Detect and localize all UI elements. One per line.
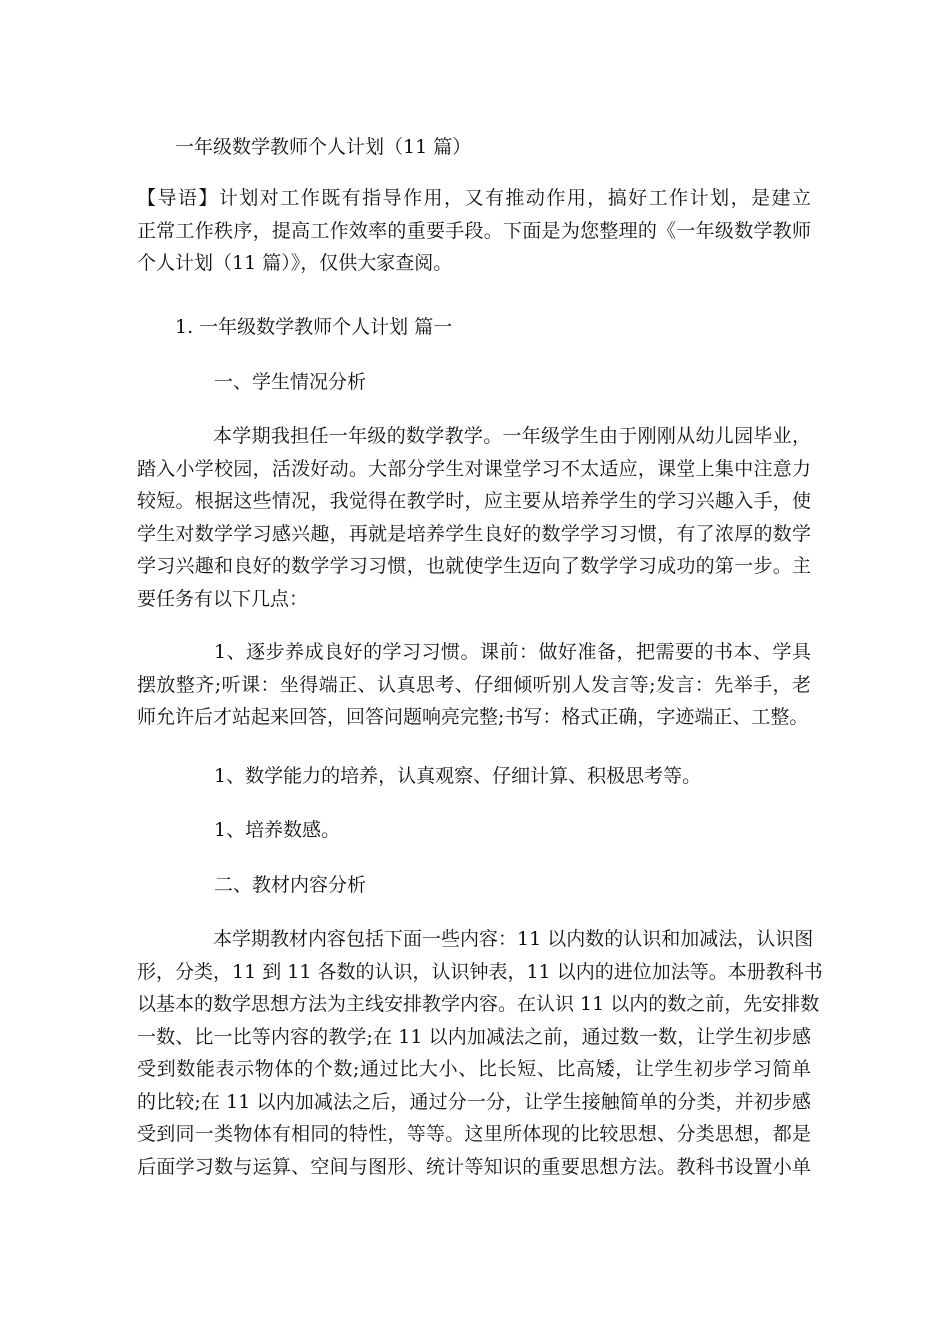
list-item-number-sense: 1、培养数感。 bbox=[214, 819, 341, 841]
paragraph-line: 踏入小学校园，活泼好动。大部分学生对课堂学习不太适应，课堂上集中注意力 bbox=[137, 457, 811, 480]
paragraph-line: 一数、比一比等内容的教学;在 11 以内加减法之前，通过数一数，让学生初步感 bbox=[137, 1025, 811, 1048]
section-title: 1. 一年级数学教师个人计划 篇一 bbox=[175, 316, 453, 338]
heading-textbook-analysis: 二、教材内容分析 bbox=[214, 874, 367, 896]
paragraph-line: 摆放整齐;听课：坐得端正、认真思考、仔细倾听别人发言等;发言：先举手，老 bbox=[137, 673, 811, 696]
paragraph-line: 要任务有以下几点： bbox=[137, 587, 309, 610]
intro-line: 个人计划（11 篇）》，仅供大家查阅。 bbox=[137, 252, 453, 274]
textbook-analysis-paragraph bbox=[137, 923, 823, 1183]
paragraph-line: 受到数能表示物体的个数;通过比大小、比长短、比高矮，让学生初步学习简单 bbox=[137, 1058, 811, 1080]
paragraph-line: 本学期我担任一年级的数学教学。一年级学生由于刚刚从幼儿园毕业， bbox=[213, 425, 811, 447]
intro-line: 【导语】计划对工作既有指导作用，又有推动作用，搞好工作计划，是建立 bbox=[137, 187, 811, 209]
document-title: 一年级数学教师个人计划（11 篇） bbox=[175, 136, 472, 158]
paragraph-line: 形，分类，11 到 11 各数的认识，认识钟表，11 以内的进位加法等。本册教科书 bbox=[137, 960, 823, 983]
paragraph-line: 较短。根据这些情况，我觉得在教学时，应主要从培养学生的学习兴趣入手，使 bbox=[137, 490, 811, 512]
paragraph-line: 师允许后才站起来回答，回答问题响亮完整;书写：格式正确，字迹端正、工整。 bbox=[137, 706, 809, 728]
paragraph-line: 学习兴趣和良好的数学学习习惯，也就使学生迈向了数学学习成功的第一步。主 bbox=[137, 555, 811, 577]
paragraph-line: 后面学习数与运算、空间与图形、统计等知识的重要思想方法。教科书设置小单 bbox=[137, 1155, 811, 1178]
heading-student-analysis: 一、学生情况分析 bbox=[214, 371, 367, 393]
intro-line: 正常工作秩序，提高工作效率的重要手段。下面是为您整理的《一年级数学教师 bbox=[137, 219, 811, 242]
student-analysis-paragraph bbox=[137, 420, 811, 615]
paragraph-line: 1、逐步养成良好的学习习惯。课前：做好准备，把需要的书本、学具 bbox=[214, 641, 811, 663]
paragraph-line: 本学期教材内容包括下面一些内容：11 以内数的认识和加减法，认识图 bbox=[213, 928, 814, 950]
intro-paragraph bbox=[137, 182, 811, 280]
list-item-ability: 1、数学能力的培养，认真观察、仔细计算、积极思考等。 bbox=[214, 765, 702, 787]
paragraph-line: 的比较;在 11 以内加减法之后，通过分一分，让学生接触简单的分类，并初步感 bbox=[137, 1090, 811, 1113]
habits-paragraph bbox=[137, 636, 811, 734]
paragraph-line: 学生对数学学习感兴趣，再就是培养学生良好的数学学习习惯，有了浓厚的数学 bbox=[137, 522, 811, 545]
paragraph-line: 受到同一类物体有相同的特性，等等。这里所体现的比较思想、分类思想，都是 bbox=[137, 1123, 811, 1145]
paragraph-line: 以基本的数学思想方法为主线安排教学内容。在认识 11 以内的数之前，先安排数 bbox=[137, 993, 820, 1015]
